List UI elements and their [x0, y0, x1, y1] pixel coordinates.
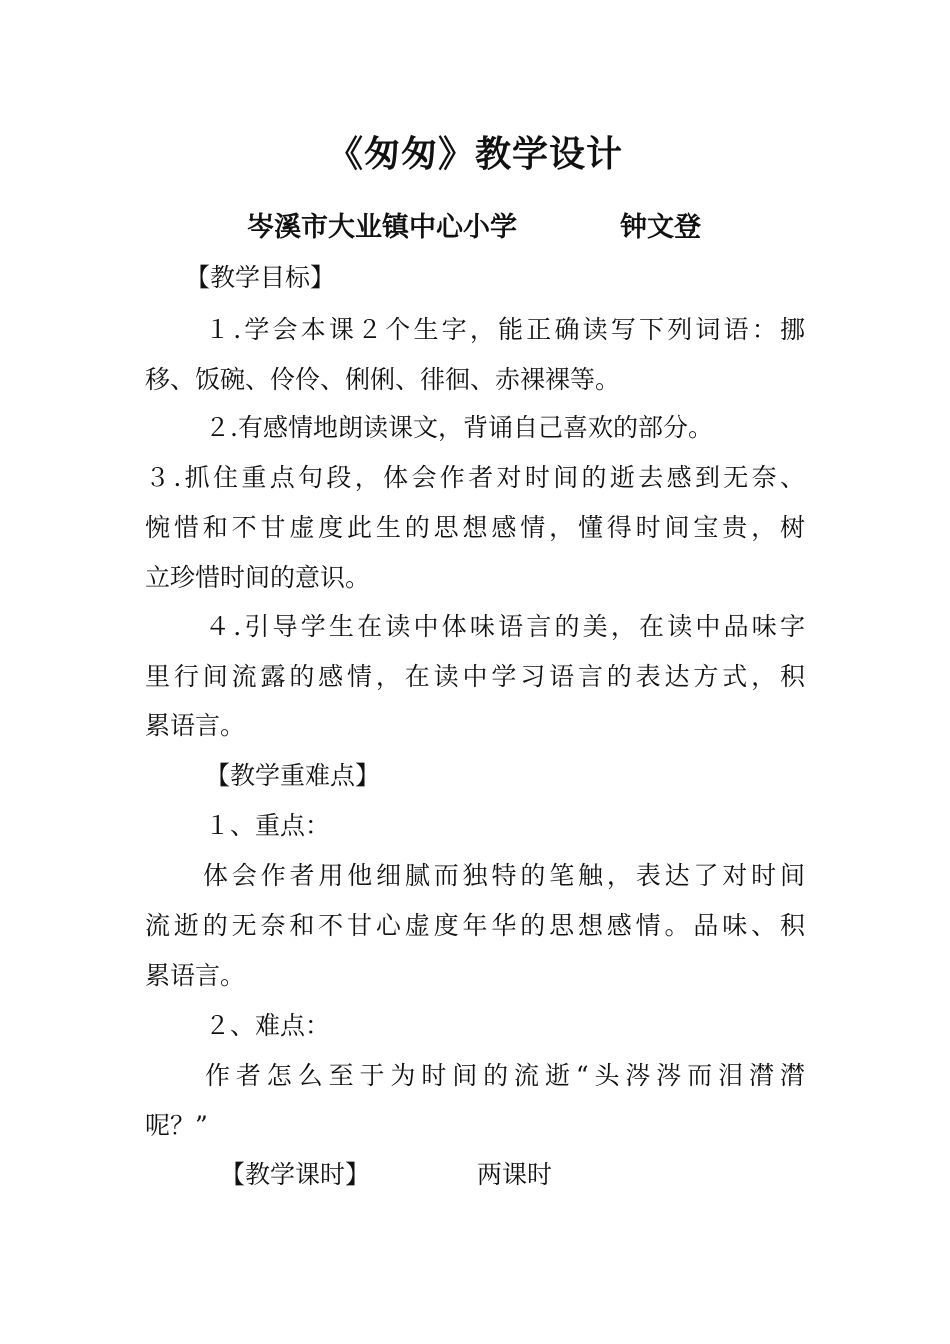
section-heading-periods: 【教学课时】 — [220, 1160, 371, 1189]
author-name: 钟文登 — [620, 212, 701, 243]
paragraph-line: １.学会本课２个生字，能正确读写下列词语：挪 — [205, 315, 805, 344]
paragraph-line: ２.有感情地朗读课文，背诵自己喜欢的部分。 — [205, 413, 713, 442]
section-heading-key-points: 【教学重难点】 — [205, 761, 381, 790]
paragraph-line: 流逝的无奈和不甘心虚度年华的思想感情。品味、积 — [145, 911, 805, 940]
periods-value: 两课时 — [477, 1160, 553, 1189]
paragraph-line: ３.抓住重点句段，体会作者对时间的逝去感到无奈、 — [145, 463, 805, 492]
paragraph-line: 体会作者用他细腻而独特的笔触，表达了对时间 — [203, 861, 805, 890]
section-heading-goals: 【教学目标】 — [185, 263, 336, 292]
paragraph-line: 作者怎么至于为时间的流逝“头涔涔而泪潸潸 — [205, 1061, 805, 1090]
author-line — [0, 205, 950, 245]
paragraph-line: 累语言。 — [145, 961, 246, 990]
paragraph-line: 立珍惜时间的意识。 — [145, 563, 371, 592]
paragraph-line: 惋惜和不甘虚度此生的思想感情，懂得时间宝贵，树 — [145, 513, 805, 542]
doc-title: 《匆匆》教学设计 — [326, 133, 623, 175]
school-name: 岑溪市大业镇中心小学 — [247, 212, 517, 243]
paragraph-line: 累语言。 — [145, 711, 246, 740]
paragraph-line: 移、饭碗、伶伶、俐俐、徘徊、赤裸裸等。 — [145, 365, 621, 394]
paragraph-line: 里行间流露的感情，在读中学习语言的表达方式，积 — [145, 662, 805, 691]
paragraph-line: ４.引导学生在读中体味语言的美，在读中品味字 — [205, 612, 805, 641]
paragraph-line: 呢？” — [145, 1111, 208, 1140]
subheading-difficulty: ２、难点： — [205, 1011, 331, 1040]
subheading-key-point: １、重点： — [205, 811, 331, 840]
